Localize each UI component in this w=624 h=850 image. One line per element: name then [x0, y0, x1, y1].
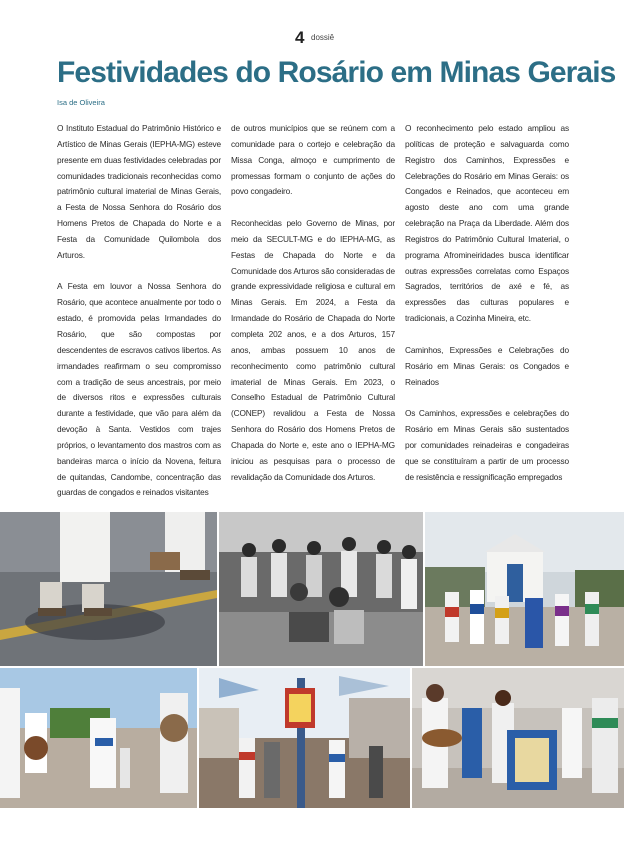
paragraph: Reconhecidas pelo Governo de Minas, por meio da SECULT-MG e do IEPHA-MG, as Festas de Chapada do Norte e da Comunidade dos Arturos são consideradas de grande expressividade religiosa e cultural em Minas Gerais. Em 2024, a Festa da Irmandade do Rosário de Chapada do Norte completa 202 anos, e a dos Arturos, 157 anos, ambas possuem 10 anos de reconhecimento como patrimônio cultural imaterial de Minas Gerais. Em 2023, o Conselho Estadual de Patrimônio Cultural (CONEP) revalidou a Festa de Nossa Senhora do Rosário dos Homens Pretos de Chapada do Norte e, este ano o IEPHA-MG iniciou as pesquisas para o processo de revalidação da Comunidade dos Arturos. [231, 218, 395, 482]
text-column-2 [231, 121, 395, 485]
subheading: Caminhos, Expressões e Celebrações do Rosário em Minas Gerais: os Congados e Reinados [405, 344, 569, 387]
section-label: dossiê [311, 33, 335, 42]
paragraph: de outros municípios que se reúnem com a comunidade para o cortejo e celebração da Missa Conga, almoço e cumprimento de promessas formam o conjunto de ações do povo congadeiro. [231, 123, 395, 197]
text-column-1 [57, 121, 221, 501]
photo-historical-group [219, 512, 423, 666]
paragraph: O Instituto Estadual do Patrimônio Histórico e Artístico de Minas Gerais (IEPHA-MG) esteve presente em duas festividades celebradas por comunidades tradicionais reconhecidas como patrimônio cultural imaterial de Minas Gerais, a Festa de Nossa Senhora do Rosário dos Homens Pretos de Chapada do Norte e a Festa da Comunidade Quilombola dos Arturos. [57, 123, 221, 260]
paragraph: A Festa em louvor a Nossa Senhora do Rosário, que acontece anualmente por todo o estado, é promovida pelas Irmandades do Rosário, que são compostas por descendentes de escravos cativos libertos. As irmandades reafirmam o seu compromisso com a tradição de seus ancestrais, por meio de diversos ritos e expressões culturais durante a festividade, que vão para além da devoção à Santa. Vestidos com trajes próprios, o levantamento dos mastros com as bandeiras marca o início da Novena, feitura de quitandas, Candombe, concentração das guardas de congados e reinados visitantes [57, 281, 221, 498]
article-title: Festividades do Rosário em Minas Gerais [57, 56, 616, 89]
paragraph: Os Caminhos, expressões e celebrações do Rosário em Minas Gerais são sustentados por comunidades reinadeiras e congadeiras que se constituíram a partir de um processo de resistência e ressignificação empregados [405, 408, 569, 482]
photo-church-procession [425, 512, 624, 666]
photo-congado-dancers-feet [0, 512, 217, 666]
page-number: 4 [295, 28, 305, 47]
text-column-3 [405, 121, 569, 485]
paragraph: O reconhecimento pelo estado ampliou as políticas de proteção e salvaguarda como Registro dos Caminhos, Expressões e Celebrações do Rosário em Minas Gerais: os Congados e Reinados, que aconteceu em agosto deste ano com uma grande celebração na Praça da Liberdade. Além dos Registros do Patrimônio Cultural Imaterial, o programa Afromineiridades busca identificar outras expressões correlatas como Espaços Sagrados, territórios de axé e fé, as expressões das culturas populares e tradicionais, a Cozinha Mineira, etc. [405, 123, 569, 324]
photo-musicians-banner [412, 668, 624, 808]
photo-mast-raising [199, 668, 410, 808]
photo-drummers [0, 668, 197, 808]
article-author: Isa de Oliveira [57, 98, 105, 107]
